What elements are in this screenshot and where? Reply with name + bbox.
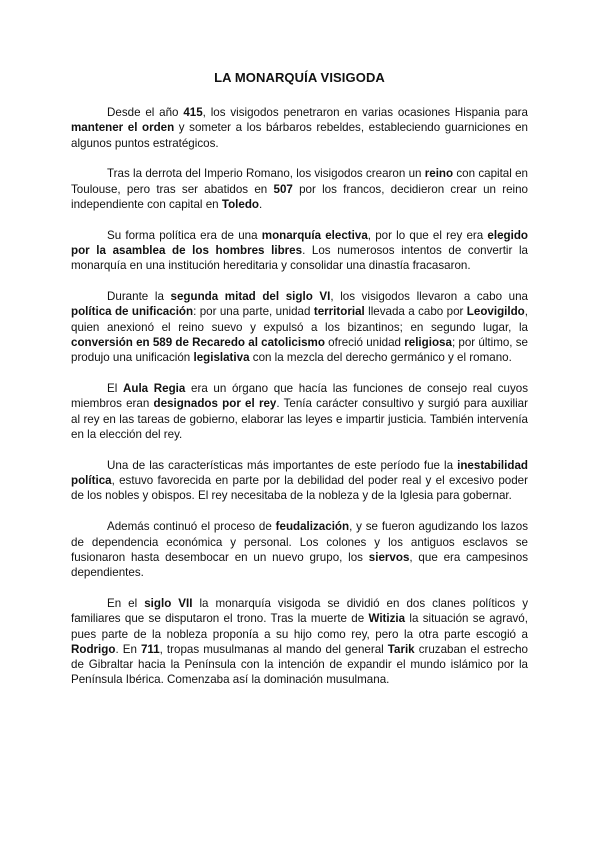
text-run: llevada a cabo por: [364, 305, 467, 319]
text-run: con la mezcla del derecho germánico y el romano.: [249, 351, 512, 365]
text-run: , los visigodos llevaron a cabo una: [330, 290, 528, 304]
bold-term: Tarik: [387, 642, 415, 656]
bold-term: territorial: [313, 305, 365, 319]
text-run: , estuvo favorecida en parte por la debilidad del poder real y el excesivo poder de los nobles y obispos. El rey necesitaba de la nobleza y de la Iglesia para gobernar.: [71, 474, 528, 503]
paragraph: [71, 381, 528, 442]
text-run: cruzaban el estrecho de Gibraltar hacia la Península con la intención de expandir el mundo islámico por la Península Ibérica. Comenzaba así la dominación musulmana.: [71, 642, 528, 687]
bold-term: designados por el rey: [153, 397, 277, 411]
text-run: ; por último, se produjo una unificación: [71, 336, 528, 365]
text-run: era un órgano que hacía las funciones de consejo real cuyos miembros eran: [71, 382, 528, 411]
bold-term: feudalización: [275, 520, 350, 534]
paragraph: [71, 166, 528, 212]
text-run: Una de las características más importantes de este período fue la: [107, 458, 458, 472]
bold-term: siervos: [368, 550, 410, 564]
paragraph: [71, 519, 528, 580]
text-run: , los visigodos penetraron en varias ocasiones Hispania para: [202, 106, 528, 119]
text-run: ofreció unidad: [324, 336, 405, 350]
bold-term: inestabilidad política: [71, 458, 528, 488]
bold-term: Leovigildo: [466, 305, 525, 319]
document-page: [71, 70, 528, 703]
bold-term: Aula Regia: [122, 382, 186, 396]
text-run: , y se fueron agudizando los lazos de dependencia económica y personal. Los colones y los antiguos esclavos se fusionaron hasta desembocar en un nuevo grupo, los: [71, 520, 528, 564]
text-run: la monarquía visigoda se dividió en dos clanes políticos y familiares que se disputaron el trono. Tras la muerte de: [71, 596, 528, 626]
text-run: Su forma política era de una: [107, 228, 262, 242]
text-run: Durante la: [107, 290, 171, 304]
document-title: LA MONARQUÍA VISIGODA: [214, 70, 385, 85]
text-run: , que era campesinos dependientes.: [71, 550, 528, 580]
bold-term: 711: [140, 642, 160, 656]
text-run: . En: [115, 642, 141, 656]
text-run: con capital en Toulouse, pero tras ser abatidos en: [71, 167, 528, 196]
bold-term: religiosa: [404, 336, 452, 350]
bold-term: mantener el orden: [71, 121, 175, 135]
bold-term: conversión en 589 de Recaredo al catolicismo: [71, 336, 325, 350]
text-run: El: [107, 382, 123, 396]
text-run: Desde el año: [107, 106, 184, 119]
text-run: Tras la derrota del Imperio Romano, los visigodos crearon un: [107, 167, 425, 181]
text-run: y someter a los bárbaros rebeldes, estableciendo guarniciones en algunos puntos estratégicos.: [71, 121, 528, 150]
paragraph: [71, 105, 528, 151]
bold-term: Rodrigo: [71, 642, 116, 656]
bold-term: reino: [424, 167, 454, 181]
text-run: .: [258, 197, 263, 211]
bold-term: legislativa: [193, 351, 250, 365]
text-run: , tropas musulmanas al mando del general: [159, 642, 388, 656]
bold-term: política de unificación: [71, 305, 194, 319]
bold-term: segunda mitad del siglo VI: [170, 290, 331, 304]
text-run: , quien anexionó el reino suevo y expulsó a los bizantinos; en segundo lugar, la: [71, 305, 528, 334]
paragraph: [71, 596, 528, 688]
bold-term: elegido por la asamblea de los hombres libres: [71, 228, 529, 258]
text-run: Además continuó el proceso de: [107, 520, 276, 534]
text-run: . Los numerosos intentos de convertir la monarquía en una institución hereditaria y consolidar una dinastía fracasaron.: [71, 244, 528, 273]
bold-term: monarquía electiva: [261, 228, 368, 242]
text-run: por los francos, decidieron crear un reino independiente con capital en: [71, 182, 528, 211]
paragraph: [71, 228, 528, 274]
bold-term: 507: [273, 182, 293, 196]
text-run: . Tenía carácter consultivo y surgió para auxiliar al rey en las tareas de gobierno, elaborar las leyes e impartir justicia. También intervenía en la elección del rey.: [71, 397, 528, 442]
bold-term: 415: [183, 106, 203, 119]
bold-term: siglo VII: [144, 596, 193, 610]
text-run: la situación se agravó, pues parte de la nobleza proponía a su hijo como rey, pero la otra parte escogió a: [71, 612, 528, 641]
bold-term: Witizia: [368, 612, 406, 626]
text-run: : por una parte, unidad: [193, 305, 314, 319]
text-run: En el: [107, 596, 145, 610]
paragraph: [71, 289, 528, 365]
text-run: , por lo que el rey era: [367, 228, 488, 242]
bold-term: Toledo: [221, 197, 259, 211]
document-body: [71, 105, 528, 688]
paragraph: [71, 458, 528, 504]
